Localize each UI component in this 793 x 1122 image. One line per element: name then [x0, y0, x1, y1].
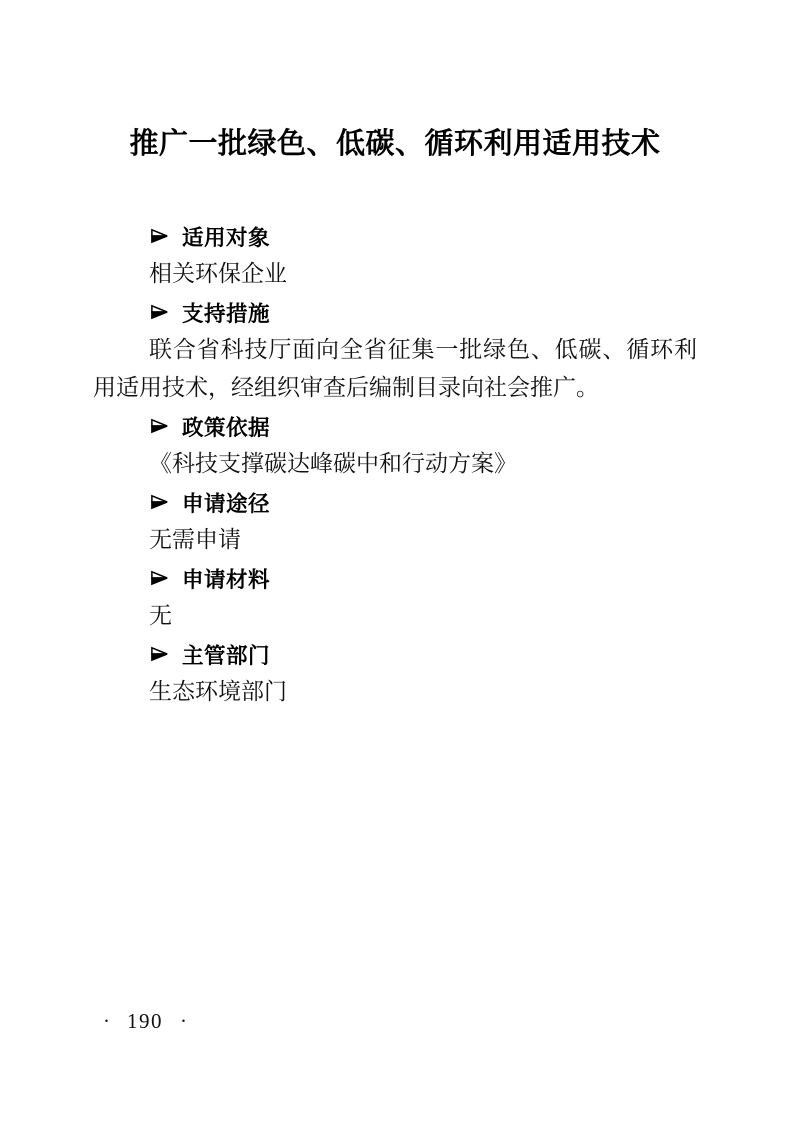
- section-heading-label: 主管部门: [182, 643, 271, 668]
- arrow-bullet-icon: [150, 494, 169, 510]
- section-competent-department: [93, 635, 697, 711]
- section-body-text: 相关环保企业: [149, 261, 287, 286]
- arrow-bullet-icon: [150, 304, 169, 320]
- section-heading-label: 申请材料: [182, 567, 271, 592]
- page-number: 190: [127, 1009, 163, 1033]
- section-heading-label: 支持措施: [182, 301, 271, 326]
- section-body-text: 无需申请: [149, 527, 241, 552]
- section-body-text: 生态环境部门: [149, 679, 287, 704]
- arrow-bullet-icon: [150, 418, 169, 434]
- section-application-materials: [93, 559, 697, 635]
- section-policy-basis: [93, 407, 697, 483]
- page-footer: [103, 1005, 187, 1037]
- footer-left-dot: ·: [103, 1009, 110, 1033]
- section-applicable-objects: [93, 217, 697, 293]
- page-title: 推广一批绿色、低碳、循环利用适用技术: [129, 128, 661, 160]
- page-content: [93, 0, 697, 711]
- section-heading: [93, 635, 697, 673]
- section-heading: [93, 483, 697, 521]
- section-heading-label: 申请途径: [182, 491, 271, 516]
- section-heading-label: 适用对象: [182, 225, 271, 250]
- section-application-channel: [93, 483, 697, 559]
- section-heading: [93, 559, 697, 597]
- arrow-bullet-icon: [150, 228, 169, 244]
- section-heading: [93, 407, 697, 445]
- section-heading: [93, 293, 697, 331]
- section-support-measures: [93, 293, 697, 407]
- arrow-bullet-icon: [150, 646, 169, 662]
- arrow-bullet-icon: [150, 570, 169, 586]
- section-heading: [93, 217, 697, 255]
- section-body-paragraph: 联合省科技厅面向全省征集一批绿色、低碳、循环利用适用技术，经组织审查后编制目录向社会推广。: [93, 337, 697, 400]
- section-body-text: 无: [149, 603, 172, 628]
- footer-right-dot: ·: [180, 1009, 187, 1033]
- section-body-text: 《科技支撑碳达峰碳中和行动方案》: [149, 451, 517, 476]
- section-heading-label: 政策依据: [182, 415, 271, 440]
